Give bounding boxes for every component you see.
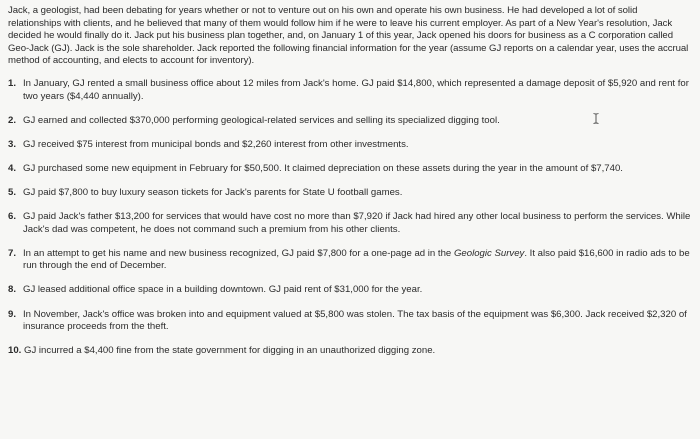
item-number: 6. (8, 211, 17, 223)
item-text: In January, GJ rented a small business office about 12 miles from Jack's home. GJ paid $14,800, which represented a damage deposit of $5,920 and rent for two years ($4,440 annually). (23, 77, 689, 102)
item-number: 10. (8, 345, 22, 357)
item-text-start: In an attempt to get his name and new business recognized, GJ paid $7,800 for a one-page ad in the (23, 247, 454, 259)
item-text: In November, Jack's office was broken into and equipment valued at $5,800 was stolen. The tax basis of the equipment was $6,300. Jack received $2,320 of insurance proceeds from the theft. (23, 308, 687, 333)
item-text-end: . It also paid $16,600 in radio ads to be run through the end of December. (23, 247, 690, 272)
list-item (8, 115, 692, 128)
item-text: GJ leased additional office space in a building downtown. GJ paid rent of $31,000 for the year. (23, 284, 423, 296)
text-cursor-icon (593, 113, 599, 124)
list-item (8, 284, 692, 297)
item-number: 2. (8, 114, 17, 126)
item-number: 4. (8, 162, 17, 174)
item-text: GJ purchased some new equipment in February for $50,500. It claimed depreciation on these assets during the year in the amount of $7,740. (23, 162, 623, 174)
transaction-list (8, 78, 692, 358)
item-number: 9. (8, 308, 17, 320)
list-item (8, 163, 692, 176)
item-text: GJ received $75 interest from municipal bonds and $2,260 interest from other investments. (23, 138, 409, 150)
item-number: 5. (8, 186, 17, 198)
list-item (8, 309, 692, 334)
list-item (8, 139, 692, 152)
list-item (8, 345, 692, 358)
intro-paragraph: Jack, a geologist, had been debating for years whether or not to venture out on his own and operate his own business. He had developed a lot of solid relationships with clients, and he believed that many of them would follow him if he were to leave his current employer. As part of a New Year's resolution, Jack decided he would finally do it. Jack put his business plan together, and, on January 1 of this year, Jack opened his doors for business as a C corporation called Geo-Jack (GJ). Jack is the sole shareholder. Jack reported the following financial information for the year (assume GJ reports on a calendar year, uses the accrual method of accounting, and elects to account for inventory). (8, 5, 689, 67)
list-item (8, 211, 692, 236)
item-number: 8. (8, 284, 17, 296)
item-number: 7. (8, 247, 17, 259)
item-text: GJ paid Jack's father $13,200 for services that would have cost no more than $7,920 if Jack had hired any other local business to perform the services. While Jack's dad was competent, he does not command such a premium from his other clients. (23, 211, 691, 235)
item-text (23, 248, 690, 272)
list-item (8, 187, 692, 200)
publication-title: Geologic Survey (453, 247, 525, 259)
item-number: 3. (8, 138, 17, 150)
list-item (8, 248, 692, 273)
list-item (8, 78, 692, 103)
item-text: GJ paid $7,800 to buy luxury season tickets for Jack's parents for State U football games. (23, 186, 403, 198)
item-number: 1. (8, 77, 17, 89)
item-text: GJ earned and collected $370,000 performing geological-related services and selling its specialized digging tool. (23, 114, 500, 126)
item-text: GJ incurred a $4,400 fine from the state government for digging in an unauthorized digging zone. (24, 345, 436, 357)
